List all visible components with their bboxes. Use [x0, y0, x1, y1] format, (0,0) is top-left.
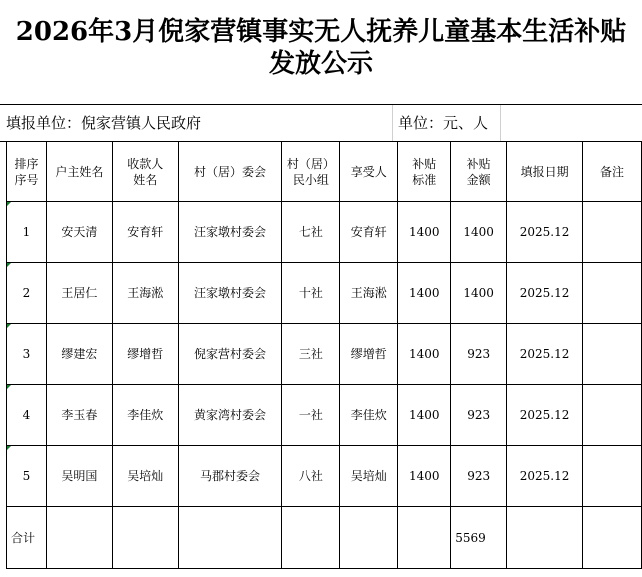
cell-standard: 1400 — [398, 324, 451, 385]
subsidy-table — [6, 141, 642, 569]
cell-standard: 1400 — [398, 446, 451, 507]
cell-payee: 缪增哲 — [112, 324, 178, 385]
total-label: 合计 — [7, 507, 47, 569]
cell-group: 十社 — [282, 263, 340, 324]
cell-note — [583, 446, 642, 507]
empty-cell — [340, 507, 398, 569]
cell-note — [583, 263, 642, 324]
page-title — [0, 16, 642, 80]
cell-amount: 923 — [451, 446, 507, 507]
cell-amount: 923 — [451, 385, 507, 446]
header-cell: 排序 序号 — [7, 142, 47, 202]
table-row — [7, 324, 642, 385]
cell-note — [583, 324, 642, 385]
cell-date: 2025.12 — [507, 324, 583, 385]
cell-payee: 王海淞 — [112, 263, 178, 324]
total-amount: 5569 — [451, 507, 507, 569]
cell-village: 黄家湾村委会 — [178, 385, 282, 446]
empty-cell — [583, 507, 642, 569]
cell-recipient: 李佳炊 — [340, 385, 398, 446]
cell-village: 汪家墩村委会 — [178, 202, 282, 263]
empty-cell — [398, 507, 451, 569]
cell-seq: 2 — [7, 263, 47, 324]
cell-recipient: 缪增哲 — [340, 324, 398, 385]
header-cell: 村（居）委会 — [178, 142, 282, 202]
empty-cell — [46, 507, 112, 569]
cell-date: 2025.12 — [507, 263, 583, 324]
cell-amount: 1400 — [451, 263, 507, 324]
cell-payee: 安育轩 — [112, 202, 178, 263]
cell-householder: 吴明国 — [46, 446, 112, 507]
cell-householder: 安天清 — [46, 202, 112, 263]
table-header-row — [7, 142, 642, 202]
cell-group: 一社 — [282, 385, 340, 446]
cell-marker — [7, 324, 11, 328]
cell-marker — [7, 202, 11, 206]
cell-amount: 1400 — [451, 202, 507, 263]
cell-recipient: 吴培灿 — [340, 446, 398, 507]
cell-seq: 3 — [7, 324, 47, 385]
cell-recipient: 王海淞 — [340, 263, 398, 324]
empty-cell — [507, 507, 583, 569]
cell-village: 马郡村委会 — [178, 446, 282, 507]
header-cell: 户主姓名 — [46, 142, 112, 202]
header-cell: 补贴 标准 — [398, 142, 451, 202]
cell-standard: 1400 — [398, 202, 451, 263]
title-line-1: 2026年3月倪家营镇事实无人抚养儿童基本生活补贴 — [15, 17, 627, 47]
fill-unit-label: 填报单位：倪家营镇人民政府 — [6, 114, 202, 132]
cell-group: 七社 — [282, 202, 340, 263]
cell-marker — [7, 263, 11, 267]
cell-seq: 1 — [7, 202, 47, 263]
empty-cell — [112, 507, 178, 569]
unit-row-divider — [500, 105, 501, 141]
cell-recipient: 安育轩 — [340, 202, 398, 263]
unit-label: 单位：元、人 — [398, 114, 489, 132]
header-cell: 享受人 — [340, 142, 398, 202]
cell-standard: 1400 — [398, 385, 451, 446]
cell-date: 2025.12 — [507, 385, 583, 446]
unit-row-divider — [392, 105, 393, 141]
table-row — [7, 263, 642, 324]
cell-date: 2025.12 — [507, 446, 583, 507]
header-cell: 收款人 姓名 — [112, 142, 178, 202]
cell-standard: 1400 — [398, 263, 451, 324]
cell-date: 2025.12 — [507, 202, 583, 263]
empty-cell — [282, 507, 340, 569]
header-cell: 补贴 金额 — [451, 142, 507, 202]
cell-marker — [7, 446, 11, 450]
header-cell: 填报日期 — [507, 142, 583, 202]
cell-note — [583, 202, 642, 263]
cell-village: 倪家营村委会 — [178, 324, 282, 385]
empty-cell — [178, 507, 282, 569]
cell-householder: 王居仁 — [46, 263, 112, 324]
unit-row — [0, 104, 642, 142]
title-line-2: 发放公示 — [268, 49, 373, 79]
cell-group: 三社 — [282, 324, 340, 385]
cell-householder: 缪建宏 — [46, 324, 112, 385]
cell-marker — [7, 385, 11, 389]
cell-householder: 李玉春 — [46, 385, 112, 446]
cell-seq: 5 — [7, 446, 47, 507]
total-row — [7, 507, 642, 569]
table-row — [7, 385, 642, 446]
header-cell: 备注 — [583, 142, 642, 202]
table-body — [7, 202, 642, 507]
cell-group: 八社 — [282, 446, 340, 507]
table-row — [7, 202, 642, 263]
cell-payee: 吴培灿 — [112, 446, 178, 507]
cell-note — [583, 385, 642, 446]
cell-village: 汪家墩村委会 — [178, 263, 282, 324]
cell-seq: 4 — [7, 385, 47, 446]
cell-amount: 923 — [451, 324, 507, 385]
table-row — [7, 446, 642, 507]
header-cell: 村（居） 民小组 — [282, 142, 340, 202]
cell-payee: 李佳炊 — [112, 385, 178, 446]
